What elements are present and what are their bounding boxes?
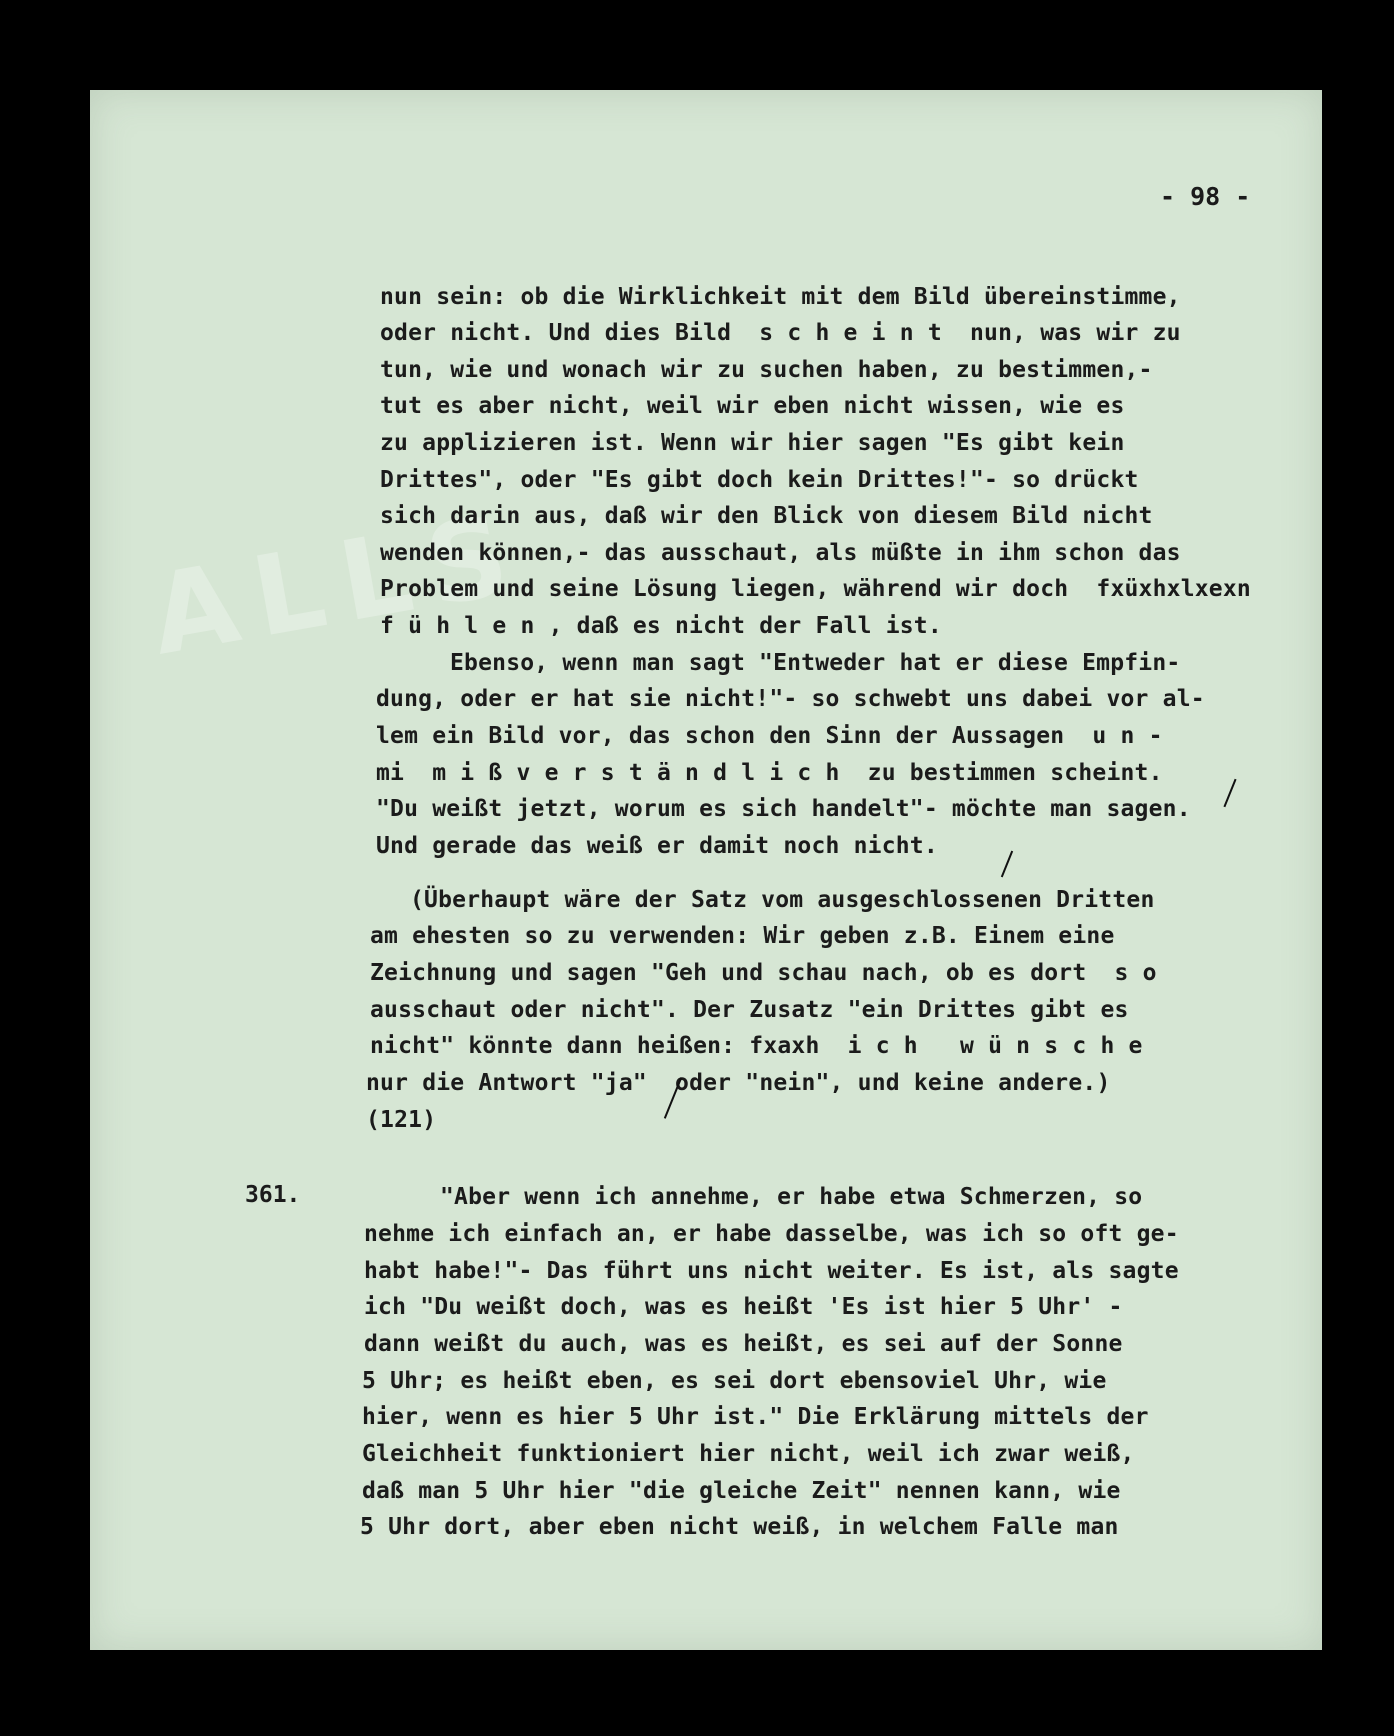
text-line: mi m i ß v e r s t ä n d l i c h zu bestimmen scheint.: [376, 760, 1163, 786]
text-line: "Du weißt jetzt, worum es sich handelt"- möchte man sagen.: [376, 796, 1191, 822]
text-line: sich darin aus, daß wir den Blick von diesem Bild nicht: [380, 503, 1153, 529]
text-line: wenden können,- das ausschaut, als müßte in ihm schon das: [380, 540, 1181, 566]
text-line: dann weißt du auch, was es heißt, es sei auf der Sonne: [364, 1331, 1123, 1357]
text-line: habt habe!"- Das führt uns nicht weiter. Es ist, als sagte: [364, 1258, 1179, 1284]
text-line: (121): [366, 1107, 437, 1133]
text-line: Drittes", oder "Es gibt doch kein Drittes!"- so drückt: [380, 467, 1139, 493]
text-line: hier, wenn es hier 5 Uhr ist." Die Erklärung mittels der: [362, 1404, 1149, 1430]
text-line: daß man 5 Uhr hier "die gleiche Zeit" nennen kann, wie: [362, 1478, 1121, 1504]
text-line: ausschaut oder nicht". Der Zusatz "ein Drittes gibt es: [370, 997, 1129, 1023]
text-line: nun sein: ob die Wirklichkeit mit dem Bild übereinstimme,: [380, 284, 1181, 310]
text-line: tut es aber nicht, weil wir eben nicht wissen, wie es: [380, 393, 1125, 419]
text-line: nehme ich einfach an, er habe dasselbe, was ich so oft ge-: [364, 1221, 1179, 1247]
text-line: dung, oder er hat sie nicht!"- so schwebt uns dabei vor al-: [376, 686, 1205, 712]
text-line: nur die Antwort "ja" oder "nein", und keine andere.): [366, 1070, 1111, 1096]
text-line: zu applizieren ist. Wenn wir hier sagen "Es gibt kein: [380, 430, 1125, 456]
text-line: 5 Uhr dort, aber eben nicht weiß, in welchem Falle man: [360, 1514, 1119, 1540]
text-line: tun, wie und wonach wir zu suchen haben, zu bestimmen,-: [380, 357, 1153, 383]
text-line: am ehesten so zu verwenden: Wir geben z.B. Einem eine: [370, 923, 1115, 949]
text-line: Ebenso, wenn man sagt "Entweder hat er diese Empfin-: [450, 650, 1181, 676]
text-line: Problem und seine Lösung liegen, während wir doch fxüxhxlxexn: [380, 576, 1251, 602]
page-number: - 98 -: [1160, 182, 1251, 211]
text-line: 5 Uhr; es heißt eben, es sei dort ebensoviel Uhr, wie: [362, 1368, 1107, 1394]
text-line: lem ein Bild vor, das schon den Sinn der Aussagen u n -: [376, 723, 1163, 749]
text-line: ich "Du weißt doch, was es heißt 'Es ist hier 5 Uhr' -: [364, 1294, 1123, 1320]
text-line: (Überhaupt wäre der Satz vom ausgeschlossenen Dritten: [410, 887, 1155, 913]
section-number: 361.: [245, 1182, 301, 1208]
text-line: oder nicht. Und dies Bild s c h e i n t nun, was wir zu: [380, 320, 1181, 346]
archive-watermark: ALLS: [141, 488, 535, 680]
text-line: nicht" könnte dann heißen: fxaxh i c h w ü n s c h e: [370, 1033, 1143, 1059]
text-line: f ü h l e n , daß es nicht der Fall ist.: [380, 613, 942, 639]
text-line: Zeichnung und sagen "Geh und schau nach, ob es dort s o: [370, 960, 1157, 986]
text-line: Und gerade das weiß er damit noch nicht.: [376, 833, 938, 859]
text-line: "Aber wenn ich annehme, er habe etwa Schmerzen, so: [440, 1184, 1143, 1210]
text-line: Gleichheit funktioniert hier nicht, weil ich zwar weiß,: [362, 1441, 1135, 1467]
